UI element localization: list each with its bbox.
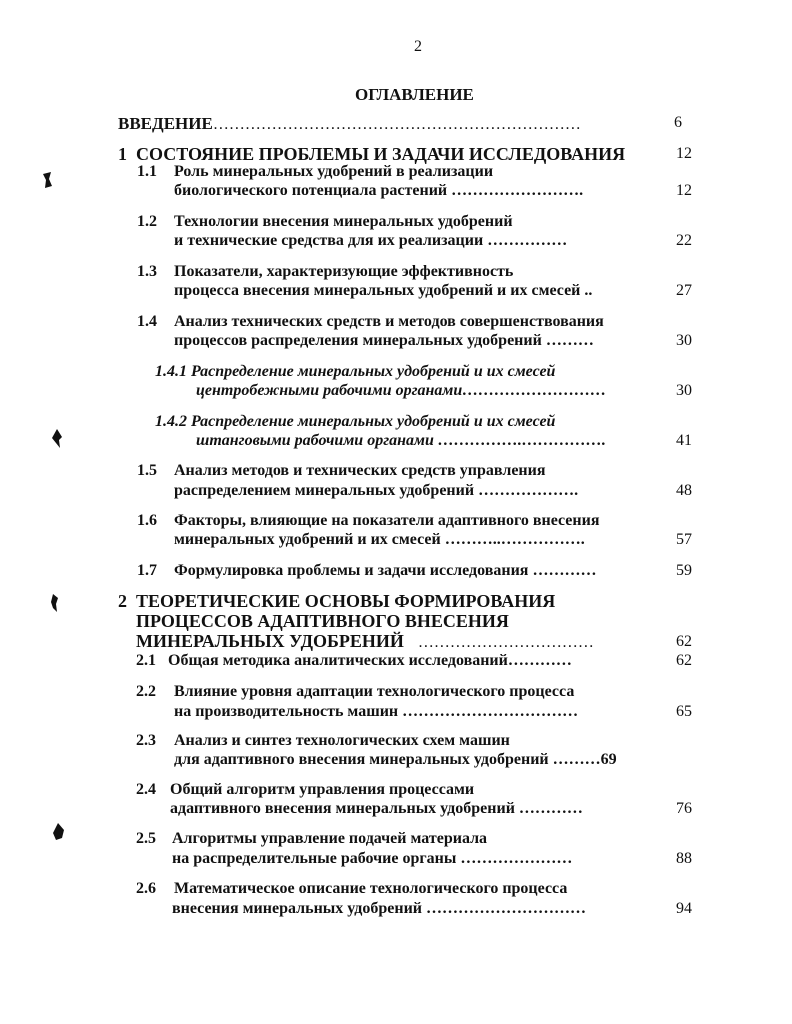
toc-section-num: 2.1 xyxy=(136,652,156,669)
page-title: ОГЛАВЛЕНИЕ xyxy=(355,85,474,104)
toc-section-line[interactable]: Факторы, влияющие на показатели адаптивного внесения xyxy=(174,512,600,529)
toc-section-line[interactable]: процессов распределения минеральных удобрений ……… xyxy=(174,332,594,349)
scan-speck-mark xyxy=(50,428,64,450)
toc-section-num: 2.6 xyxy=(136,880,156,897)
toc-section-line[interactable]: минеральных удобрений и их смесей ………..……………. xyxy=(174,531,585,548)
scan-speck-mark xyxy=(48,592,60,614)
toc-section-page: 88 xyxy=(676,850,692,867)
toc-subsection-num: 1.4.1 xyxy=(155,363,187,380)
toc-section-line[interactable]: для адаптивного внесения минеральных удобрений ………69 xyxy=(174,751,617,768)
toc-section-line[interactable]: распределением минеральных удобрений ………………. xyxy=(174,482,579,499)
scan-speck-mark xyxy=(50,822,66,842)
toc-section-num: 1.5 xyxy=(137,462,157,479)
toc-intro-page: 6 xyxy=(674,114,682,131)
toc-section-num: 1.1 xyxy=(137,163,157,180)
toc-chapter-1-title: СОСТОЯНИЕ ПРОБЛЕМЫ И ЗАДАЧИ ИССЛЕДОВАНИЯ xyxy=(136,144,626,164)
toc-section-num: 1.4 xyxy=(137,313,157,330)
toc-subsection-title: Распределение минеральных удобрений и их смесей xyxy=(191,413,556,430)
toc-section-num: 2.5 xyxy=(136,830,156,847)
toc-subsection-page: 41 xyxy=(676,432,692,449)
toc-section-line[interactable]: биологического потенциала растений ……………………. xyxy=(174,182,584,199)
toc-section-page: 57 xyxy=(676,531,692,548)
toc-section-line[interactable]: Анализ технических средств и методов совершенствования xyxy=(174,313,604,330)
toc-section-page: 62 xyxy=(676,652,692,669)
toc-subsection-line[interactable] xyxy=(155,363,555,381)
toc-section-line[interactable]: Формулировка проблемы и задачи исследования ………… xyxy=(174,562,597,579)
toc-chapter-1-num: 1 xyxy=(118,144,127,164)
scan-speck-mark xyxy=(40,170,54,190)
toc-section-line[interactable]: Общий алгоритм управления процессами xyxy=(170,781,475,798)
toc-section-line[interactable]: на распределительные рабочие органы ………………… xyxy=(172,850,573,867)
toc-chapter-2-dots: …………………………… xyxy=(417,634,594,651)
toc-chapter-2-num: 2 xyxy=(118,591,127,611)
toc-section-num: 2.4 xyxy=(136,781,156,798)
toc-section-page: 65 xyxy=(676,703,692,720)
toc-intro-title[interactable] xyxy=(118,114,581,134)
toc-chapter-1[interactable] xyxy=(118,144,625,165)
toc-intro-dots: …………………………………………………………… xyxy=(212,116,581,133)
toc-section-line[interactable]: Роль минеральных удобрений в реализации xyxy=(174,163,494,180)
toc-section-line[interactable]: Общая методика аналитических исследований………… xyxy=(168,652,572,669)
toc-section-line[interactable]: внесения минеральных удобрений ………………………… xyxy=(172,900,587,917)
toc-chapter-2-line[interactable]: ПРОЦЕССОВ АДАПТИВНОГО ВНЕСЕНИЯ xyxy=(136,611,509,631)
toc-section-num: 1.3 xyxy=(137,263,157,280)
toc-section-page: 22 xyxy=(676,232,692,249)
toc-chapter-2-line[interactable] xyxy=(136,631,594,652)
toc-section-line[interactable]: Показатели, характеризующие эффективность xyxy=(174,263,514,280)
toc-section-num: 1.6 xyxy=(137,512,157,529)
toc-section-line[interactable]: Влияние уровня адаптации технологического процесса xyxy=(174,683,575,700)
toc-subsection-num: 1.4.2 xyxy=(155,413,187,430)
toc-section-line[interactable]: Математическое описание технологического процесса xyxy=(174,880,568,897)
toc-section-line[interactable]: процесса внесения минеральных удобрений и их смесей .. xyxy=(174,282,593,299)
toc-intro-label: ВВЕДЕНИЕ xyxy=(118,114,213,133)
toc-chapter-2-title: МИНЕРАЛЬНЫХ УДОБРЕНИЙ xyxy=(136,631,404,651)
toc-section-line[interactable]: Анализ и синтез технологических схем машин xyxy=(174,732,510,749)
toc-section-line[interactable]: на производительность машин …………………………… xyxy=(174,703,579,720)
toc-section-page: 94 xyxy=(676,900,692,917)
toc-section-line[interactable]: Анализ методов и технических средств управления xyxy=(174,462,546,479)
toc-subsection-line[interactable]: штанговыми рабочими органами …………….……………. xyxy=(196,432,606,449)
toc-section-page: 48 xyxy=(676,482,692,499)
toc-section-line[interactable]: Технологии внесения минеральных удобрений xyxy=(174,213,513,230)
toc-section-page: 59 xyxy=(676,562,692,579)
toc-section-page: 12 xyxy=(676,182,692,199)
toc-chapter-2-line[interactable]: ТЕОРЕТИЧЕСКИЕ ОСНОВЫ ФОРМИРОВАНИЯ xyxy=(136,591,556,611)
toc-subsection-title: Распределение минеральных удобрений и их смесей xyxy=(191,363,556,380)
toc-section-num: 1.7 xyxy=(137,562,157,579)
toc-section-page: 76 xyxy=(676,800,692,817)
toc-subsection-line[interactable]: центробежными рабочими органами……………………… xyxy=(196,382,607,399)
toc-section-line[interactable]: адаптивного внесения минеральных удобрений ………… xyxy=(170,800,583,817)
toc-section-num: 1.2 xyxy=(137,213,157,230)
toc-section-num: 2.2 xyxy=(136,683,156,700)
toc-section-line[interactable]: и технические средства для их реализации …………… xyxy=(174,232,568,249)
toc-section-num: 2.3 xyxy=(136,732,156,749)
toc-subsection-line[interactable] xyxy=(155,413,555,431)
toc-section-page: 27 xyxy=(676,282,692,299)
page-number: 2 xyxy=(414,38,422,55)
toc-chapter-2-page: 62 xyxy=(676,633,692,650)
toc-section-page: 30 xyxy=(676,332,692,349)
toc-subsection-page: 30 xyxy=(676,382,692,399)
toc-chapter-1-page: 12 xyxy=(676,145,692,162)
toc-section-line[interactable]: Алгоритмы управление подачей материала xyxy=(172,830,488,847)
